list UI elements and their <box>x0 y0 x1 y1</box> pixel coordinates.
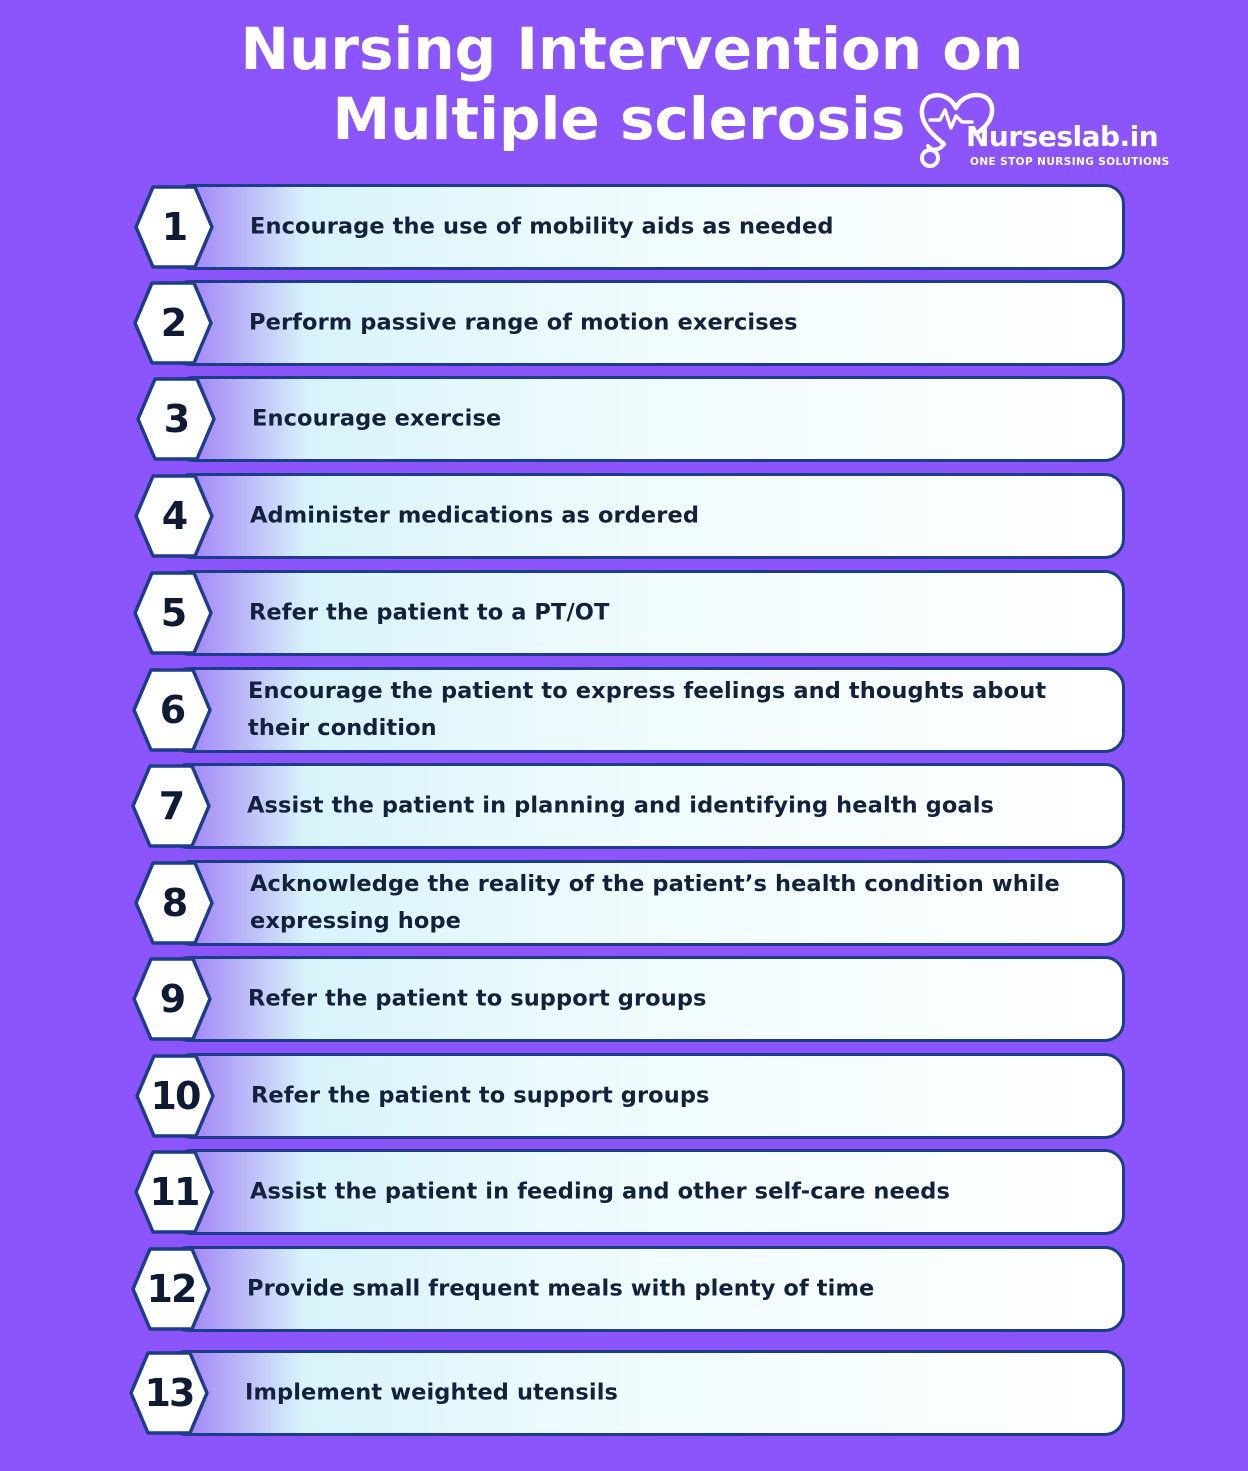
intervention-card <box>172 1053 1125 1139</box>
list-item <box>133 184 1125 270</box>
step-number: 6 <box>159 688 185 732</box>
step-number: 8 <box>161 881 187 925</box>
logo-tagline: ONE STOP NURSING SOLUTIONS <box>970 156 1170 168</box>
step-number: 9 <box>159 977 185 1021</box>
intervention-text: Encourage exercise <box>252 405 502 432</box>
list-item <box>131 956 1125 1042</box>
intervention-text: Acknowledge the reality of the patient’s health condition while expressing hope <box>250 871 1060 934</box>
title-line-1: Nursing Intervention on <box>240 15 1024 83</box>
step-number: 7 <box>158 784 184 828</box>
step-number-badge <box>134 1053 216 1139</box>
step-number: 5 <box>160 591 186 635</box>
intervention-card <box>170 280 1125 366</box>
intervention-card <box>171 184 1125 270</box>
step-number-badge <box>130 763 212 849</box>
step-number: 4 <box>161 494 187 538</box>
step-number: 1 <box>161 205 187 249</box>
intervention-card <box>169 667 1125 753</box>
step-number: 13 <box>144 1371 194 1415</box>
step-number: 10 <box>150 1074 200 1118</box>
step-number-badge <box>128 1350 210 1436</box>
step-number: 2 <box>160 301 186 345</box>
intervention-card <box>171 473 1125 559</box>
step-number-badge <box>131 667 213 753</box>
intervention-text: Provide small frequent meals with plenty of time <box>247 1275 875 1302</box>
list-item <box>132 280 1125 366</box>
step-number-badge <box>133 184 215 270</box>
intervention-text: Perform passive range of motion exercises <box>249 309 798 336</box>
intervention-card <box>166 1350 1125 1436</box>
title-line-2: Multiple sclerosis <box>332 85 906 153</box>
list-item <box>134 1053 1125 1139</box>
step-number-badge <box>135 376 217 462</box>
list-item <box>133 860 1125 946</box>
intervention-text: Refer the patient to support groups <box>248 985 707 1012</box>
intervention-card <box>170 570 1125 656</box>
intervention-card <box>171 1149 1125 1235</box>
step-number: 12 <box>146 1267 196 1311</box>
intervention-card <box>171 860 1125 946</box>
intervention-text: Implement weighted utensils <box>245 1379 619 1406</box>
step-number-badge <box>133 1149 215 1235</box>
step-number-badge <box>130 1246 212 1332</box>
intervention-card <box>168 763 1125 849</box>
intervention-text: Assist the patient in feeding and other self-care needs <box>250 1178 950 1205</box>
intervention-text: Refer the patient to a PT/OT <box>249 599 610 626</box>
step-number-badge <box>132 280 214 366</box>
intervention-card <box>173 376 1125 462</box>
intervention-text: Refer the patient to support groups <box>251 1082 710 1109</box>
step-number-badge <box>132 570 214 656</box>
list-item <box>130 763 1125 849</box>
step-number-badge <box>133 473 215 559</box>
list-item <box>128 1350 1125 1436</box>
intervention-card <box>169 956 1125 1042</box>
list-item <box>135 376 1125 462</box>
list-item <box>133 1149 1125 1235</box>
intervention-card <box>168 1246 1125 1332</box>
logo-name: Nurseslab.in <box>966 120 1159 153</box>
intervention-text: Assist the patient in planning and identifying health goals <box>247 792 995 819</box>
list-item <box>130 1246 1125 1332</box>
step-number-badge <box>133 860 215 946</box>
step-number: 11 <box>149 1170 199 1214</box>
intervention-text: Administer medications as ordered <box>250 502 700 529</box>
step-number-badge <box>131 956 213 1042</box>
intervention-text: Encourage the use of mobility aids as needed <box>250 213 834 240</box>
intervention-text: Encourage the patient to express feelings and thoughts about their condition <box>248 678 1047 741</box>
list-item <box>133 473 1125 559</box>
list-item <box>132 570 1125 656</box>
step-number: 3 <box>163 397 189 441</box>
list-item <box>131 667 1125 753</box>
